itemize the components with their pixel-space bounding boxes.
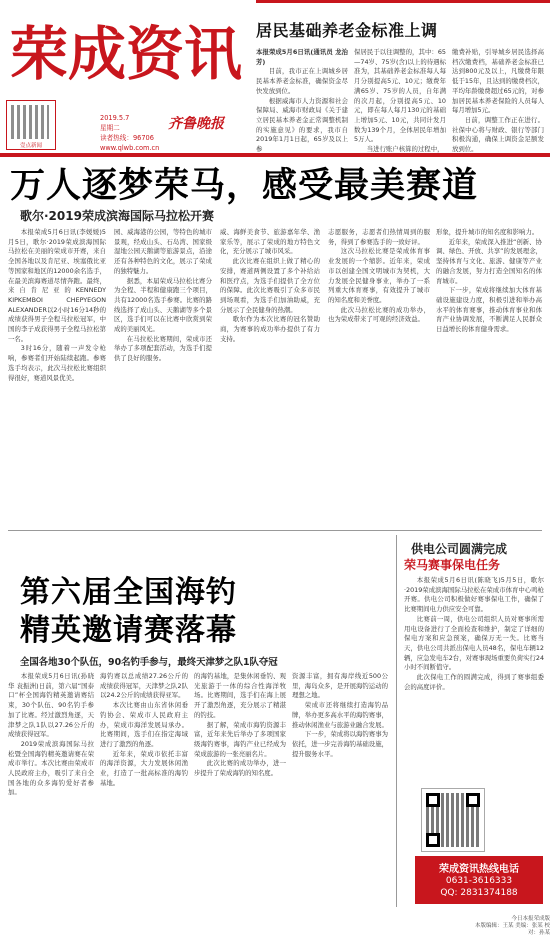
paragraph: 本报荣成5月6日讯(孙晓华 袁振洲)日前，第六届“国泰口”杯全国海钓精英邀请赛结束，30个队伍、90名钓手参加了比赛。经过激烈角逐，天津梦之队1队以27.26公斤的成绩获得冠军。	[8, 672, 94, 739]
paper-name-logo: 齐鲁晚报	[168, 116, 224, 132]
qr-corner-icon	[426, 793, 440, 807]
main-story-col1	[8, 228, 106, 524]
main-story-subheadline: 歌尔·2019荣成滨海国际马拉松开赛	[20, 209, 214, 223]
page-footer	[470, 916, 550, 937]
paragraph: 下一步，荣成将以海钓赛事为依托，进一步完善海钓基础设施，提升服务水平。	[292, 730, 388, 758]
paragraph: 保居民于以往调整的，其中：65—74岁、75岁(含)以上的待遇标准为，其基础养老金标准每人每月分别提高5元、10元；缴费年满65岁、75岁的人员，自年满的次月起，分别提高5元、10元，即在每人每月130元的基础上增加5元、10元，共同计发月数为139个月，全体居民年增加5万人。	[354, 48, 446, 144]
paragraph: 2019荣成滨海国际马拉松暨全国海钓精英邀请赛在荣成市举行。本次比赛由荣成市人民政府主办，吸引了来自全国各地的众多海钓爱好者参加。	[8, 739, 94, 797]
paragraph: 在马拉松比赛期间，荣成市还举办了多项配套活动，为选手们提供了良好的服务。	[114, 334, 212, 363]
fishing-story-headline	[20, 574, 237, 650]
masthead-logo	[6, 16, 243, 88]
paragraph: 据了解，荣成市海钓资源丰富，近年来先后举办了多项国家级海钓赛事，海钓产业已经成为荣成旅游的一张亮丽名片。	[194, 720, 286, 758]
paragraph: 据悉，本届荣成马拉松比赛分为全程、半程和健康跑三个项目，共有12000名选手参赛。比赛的路线选择了成山头、天鹅湖等多个景区，选手们可以在比赛中欣赏到荣成的美丽风光。	[114, 276, 212, 334]
paragraph: 此次比赛的成功举办，进一步提升了荣成海钓的知名度。	[194, 759, 286, 778]
paragraph: 当进行账户核算的过程中，	[366, 145, 444, 154]
paragraph: 本报荣成5月6日讯(陈晓飞)5月5日，歌尔·2019荣成滨海国际马拉松在荣成市体育中心鸣枪开赛。供电公司积极做好赛事保电工作，确保了比赛期间电力供应安全可靠。	[404, 576, 544, 614]
hotline-phone[interactable]: 0631-3616333	[445, 876, 513, 886]
paragraph: 资源丰富，拥有海岸线近500公里，海岛众多，是开展海钓运动的理想之地。	[292, 672, 388, 700]
fishing-story-col3	[194, 672, 286, 907]
qr-caption: 壹点新闻	[19, 143, 42, 149]
logo-text: 荣成资讯	[10, 20, 243, 88]
paragraph: 近年来，荣成市依托丰富的海洋资源，大力发展休闲渔业，打造了一批高标准的海钓基地。	[100, 749, 188, 787]
top-red-line	[256, 0, 550, 3]
paragraph: 本次比赛由山东省休闲垂钓协会、荣成市人民政府主办，荣成市海洋发展局承办。比赛期间，选手们在指定海域进行了激烈的角逐。	[100, 701, 188, 748]
fishing-headline-line2: 精英邀请赛落幕	[20, 613, 237, 648]
qr-corner-icon	[466, 793, 480, 807]
paragraph: 此次保电工作的圆满完成，得到了赛事组委会的高度评价。	[404, 673, 544, 691]
section-divider	[8, 530, 542, 531]
fishing-story-col4	[292, 672, 388, 907]
masthead-divider	[0, 153, 550, 157]
supply-story-headline1: 供电公司圆满完成	[411, 542, 508, 556]
main-story-col3	[220, 228, 320, 524]
fishing-story-subheadline: 全国各地30个队伍，90名钓手参与，最终天津梦之队1队夺冠	[20, 657, 278, 668]
paragraph: 威、海鲜美食节、旅游嘉年华、渔家乐等，展示了荣成的地方特色文化，充分展示了城市风采。	[220, 228, 320, 256]
supply-story-headline2: 荣马赛事保电任务	[404, 558, 501, 572]
top-story-col2	[354, 48, 446, 154]
fishing-headline-line1: 第六届全国海钓	[20, 575, 237, 610]
fishing-story-col1	[8, 672, 94, 907]
paragraph: 形象，提升城市的知名度和影响力。	[436, 228, 539, 236]
website-url[interactable]: www.qlwb.com.cn	[100, 144, 160, 152]
paragraph: 目前，我市正在上调城乡居民基本养老金标准，确保资金尽快发放到位。	[256, 67, 348, 95]
paragraph: 下一步，荣成将继续加大体育基础设施建设力度，积极引进和举办高水平的体育赛事，推动体育事业和体育产业协调发展，不断满足人民群众日益增长的体育健身需求。	[436, 286, 542, 334]
hotline-title: 荣成资讯热线电话	[439, 864, 519, 875]
qr-corner-icon	[426, 833, 440, 847]
masthead-date-block	[100, 113, 159, 153]
paragraph: 本报荣成5月6日讯(李媛媛)5月5日，歌尔·2019荣成滨海国际马拉松在美丽的荣成市开赛，来自全国各地以及肯尼亚、埃塞俄比亚等国家和地区的12000余名选手，在最美滨海赛道尽情奔跑。最终，来自肯尼亚的KENNEDY KIPKEMBOI CHEPYEGON ALEXANDER以2小时16分14秒的成绩获得男子全程马拉松冠军，中国的李子成获得男子全程马拉松第一名。	[8, 228, 106, 343]
main-story-headline: 万人逐梦荣马，感受最美赛道	[10, 166, 479, 206]
main-story-col4	[328, 228, 430, 524]
paragraph: 荣成市还将继续打造海钓品牌，举办更多高水平的海钓赛事，推动休闲渔业与旅游业融合发展。	[292, 701, 388, 729]
paragraph: 海钓赛以总成绩27.26公斤的成绩获得冠军，天津梦之队2队以24.2公斤的成绩获得亚军。	[100, 672, 188, 700]
footer-line1: 今日本报荣成版	[511, 916, 550, 922]
paragraph: 园、威海港的公园，等特色的城市景观，经成山头、石岛湾、国家级湿地公园天鹅湖等旅游景点，沿途还有各种特色的文化，展示了荣成的独特魅力。	[114, 228, 212, 275]
reader-hotline: 读者热线：96706	[100, 134, 154, 142]
top-story-headline: 居民基础养老金标准上调	[256, 21, 438, 40]
paragraph: 近年来，荣成深入推进“创新、协调、绿色、开放、共享”的发展理念，坚持体育与文化、旅游、健康等产业的融合发展，努力打造全国知名的体育城市。	[436, 237, 542, 285]
hotline-qq[interactable]: QQ: 2831374188	[440, 888, 518, 898]
masthead-qr-code[interactable]	[6, 100, 56, 150]
fishing-story-col2	[100, 672, 188, 907]
paragraph: 此次比赛在组织上做了精心的安排，赛道两侧设置了多个补给站和医疗点，为选手们提供了全方位的保障。此次比赛吸引了众多市民到场观看，为选手们加油助威，充分展示了全民健身的热潮。	[220, 257, 320, 314]
qr-pattern-icon	[11, 105, 49, 139]
main-story-col2	[114, 228, 212, 524]
main-story-col5	[436, 228, 542, 524]
top-story-byline: 本报荣成5月6日讯(通讯员 龙治芳)	[256, 48, 348, 66]
top-story-col1	[256, 48, 348, 154]
issue-date: 2019.5.7	[100, 114, 130, 122]
supply-story-col1	[404, 576, 544, 782]
paragraph: 根据威海市人力资源和社会保障局、威海市财政局《关于建立居民基本养老金正常调整机制的实施意见》的要求，我市自2019年1月1日起，65岁及以上参	[256, 96, 348, 154]
column-divider	[396, 535, 397, 907]
hotline-box	[415, 856, 543, 904]
paragraph: 的海钓基地，是集休闲垂钓、观光旅游于一体的综合性海洋牧场。比赛期间，选手们在海上展开了激烈角逐，充分展示了精湛的钓技。	[194, 672, 286, 719]
paragraph: 缴费补贴，引导城乡居民选择高档次缴费档，基础养老金标准已达到800元及以上，凡缴费年限低于15年，且达到的缴费档次，平均年龄缴费超过65元的，对参加居民基本养老保险的人员每人每月增加5元。	[452, 48, 544, 115]
paragraph: 志愿服务，志愿者们热情周到的服务，得到了参赛选手的一致好评。	[328, 228, 430, 246]
paragraph: 日前，调整工作正在进行。社保中心将与财政、银行等部门积极沟通，确保上调资金足额发放到位。	[452, 115, 544, 154]
paragraph: 这次马拉松比赛是荣成体育事业发展的一个缩影。近年来，荣成市以创建全国文明城市为契机，大力发展全民健身事业，举办了一系列重大体育赛事，有效提升了城市的知名度和美誉度。	[328, 247, 430, 304]
top-story-col3	[452, 48, 544, 154]
paragraph: 歌尔作为本次比赛的冠名赞助商，为赛事的成功举办提供了有力支持。	[220, 315, 320, 343]
paragraph: 比赛前一周，供电公司组织人员对赛事所需用电设备进行了全面检查和维护，制定了详细的保电方案和应急预案，确保万无一失。比赛当天，供电公司共派出保电人员48名，保电车辆12辆，应急发电车2台，对赛事现场重要负荷实行24小时不间断值守。	[404, 614, 545, 672]
paragraph: 此次马拉松比赛的成功举办，也为荣成带来了可观的经济效益。	[328, 305, 430, 324]
paragraph: 3时16分，随着一声发令枪响，参赛者们开始陆续起跑。参赛选手均表示，此次马拉松比赛组织得很好，赛道风景优美。	[8, 344, 106, 382]
issue-weekday: 星期二	[100, 124, 120, 132]
hotline-qr-code[interactable]	[421, 788, 485, 852]
footer-line2: 本版编辑：王某 美编：张某 校对：孙某	[475, 923, 550, 936]
